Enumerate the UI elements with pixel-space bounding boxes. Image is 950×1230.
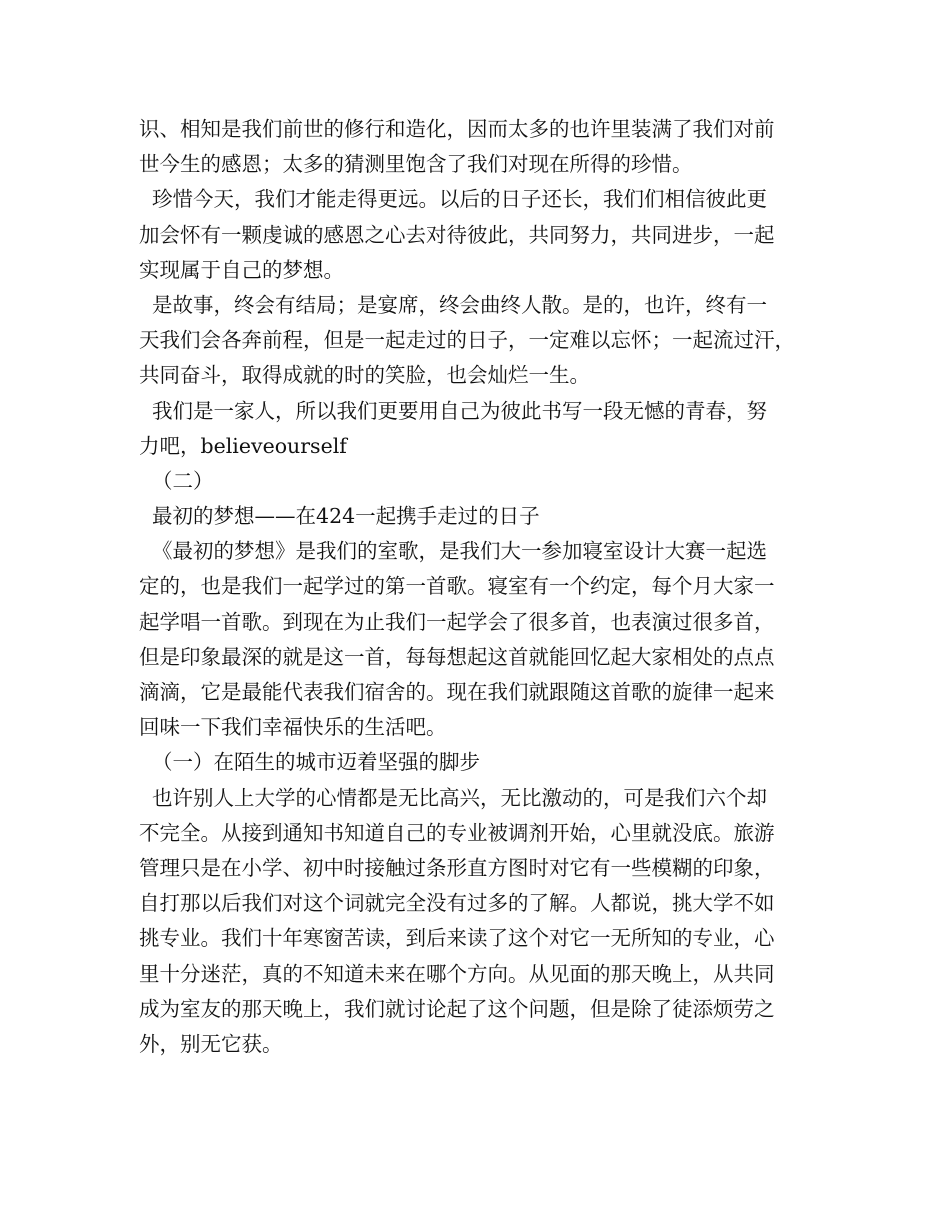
text-line: 管理只是在小学、初中时接触过条形直方图时对它有一些模糊的印象，: [139, 855, 775, 880]
text-line: 力吧，believeourself: [139, 433, 347, 458]
text-line: 起学唱一首歌。到现在为止我们一起学会了很多首，也表演过很多首，: [139, 609, 775, 634]
text-line: 自打那以后我们对这个词就完全没有过多的了解。人都说，挑大学不如: [139, 891, 775, 916]
text-line: 里十分迷茫，真的不知道未来在哪个方向。从见面的那天晚上，从共同: [139, 961, 775, 986]
text-line: 不完全。从接到通知书知道自己的专业被调剂开始，心里就没底。旅游: [139, 820, 775, 845]
text-line: 是故事，终会有结局；是宴席，终会曲终人散。是的，也许，终有一: [139, 292, 768, 317]
text-line: 《最初的梦想》是我们的室歌，是我们大一参加寝室设计大赛一起选: [139, 539, 768, 564]
text-line: 实现属于自己的梦想。: [139, 257, 344, 282]
text-line: 但是印象最深的就是这一首，每每想起这首就能回忆起大家相处的点点: [139, 644, 775, 669]
text-line: 外，别无它获。: [139, 1031, 283, 1056]
text-line: 共同奋斗，取得成就的时的笑脸，也会灿烂一生。: [139, 363, 590, 388]
text-line: 成为室友的那天晚上，我们就讨论起了这个问题，但是除了徒添烦劳之: [139, 996, 775, 1021]
text-line: 定的，也是我们一起学过的第一首歌。寝室有一个约定，每个月大家一: [139, 574, 775, 599]
body-text: [139, 112, 829, 1062]
text-line: 挑专业。我们十年寒窗苦读，到后来读了这个对它一无所知的专业，心: [139, 926, 775, 951]
text-line: 回味一下我们幸福快乐的生活吧。: [139, 715, 447, 740]
text-line: 识、相知是我们前世的修行和造化，因而太多的也许里装满了我们对前: [139, 117, 775, 141]
section-title: 最初的梦想——在424一起携手走过的日子: [139, 504, 540, 529]
text-line: 滴滴，它是最能代表我们宿舍的。现在我们就跟随这首歌的旋律一起来: [139, 680, 775, 704]
text-line: 珍惜今天，我们才能走得更远。以后的日子还长，我们们相信彼此更: [139, 187, 768, 212]
text-line: 我们是一家人，所以我们更要用自己为彼此书写一段无憾的青春，努: [139, 398, 768, 423]
text-line: 也许别人上大学的心情都是无比高兴，无比激动的，可是我们六个却: [139, 785, 768, 810]
text-line: 天我们会各奔前程，但是一起走过的日子，一定难以忘怀；一起流过汗，: [139, 328, 795, 353]
subsection-heading: （一）在陌生的城市迈着坚强的脚步: [139, 750, 481, 775]
section-heading: （二）: [139, 468, 214, 493]
text-line: 世今生的感恩；太多的猜测里饱含了我们对现在所得的珍惜。: [139, 152, 693, 177]
text-line: 加会怀有一颗虔诚的感恩之心去对待彼此，共同努力，共同进步，一起: [139, 222, 775, 247]
